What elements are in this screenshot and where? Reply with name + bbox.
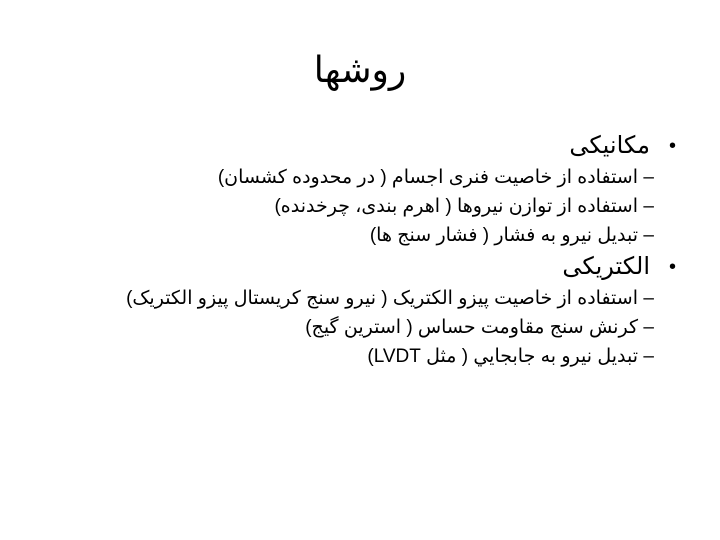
bullet-icon: • <box>668 135 676 157</box>
list-item <box>70 315 680 341</box>
bullet-electrical <box>70 251 680 283</box>
bullet-icon: • <box>668 256 676 278</box>
slide-content <box>70 130 680 372</box>
dash-icon: – <box>643 225 654 246</box>
list-item <box>70 223 680 249</box>
dash-icon: – <box>643 196 654 217</box>
dash-icon: – <box>643 167 654 188</box>
list-item-text: استفاده از توازن نیروها ( اهرم بندی، چرخدنده) <box>274 196 638 217</box>
list-item <box>70 344 680 370</box>
dash-icon: – <box>643 346 654 367</box>
mechanical-sub-list <box>70 165 680 249</box>
bullet-label: مکانیکی <box>569 132 650 159</box>
slide-title: روشها <box>313 49 407 90</box>
list-item-text: تبدیل نیرو به فشار ( فشار سنج ها) <box>369 225 638 246</box>
list-item-text: استفاده از خاصیت پیزو الکتریک ( نیرو سنج کریستال پیزو الکتریک) <box>126 288 638 309</box>
dash-icon: – <box>643 317 654 338</box>
bullet-label: الکتریکی <box>562 253 650 280</box>
list-item <box>70 286 680 312</box>
electrical-sub-list <box>70 286 680 370</box>
list-item-text: تبدیل نیرو به جابجايي ( مثل LVDT) <box>367 346 638 367</box>
dash-icon: – <box>643 288 654 309</box>
list-item <box>70 194 680 220</box>
bullet-mechanical <box>70 130 680 162</box>
list-item <box>70 165 680 191</box>
list-item-text: استفاده از خاصیت فنری اجسام ( در محدوده کشسان) <box>217 167 638 188</box>
list-item-text: کرنش سنج مقاومت حساس ( استرین گیج) <box>305 317 638 338</box>
